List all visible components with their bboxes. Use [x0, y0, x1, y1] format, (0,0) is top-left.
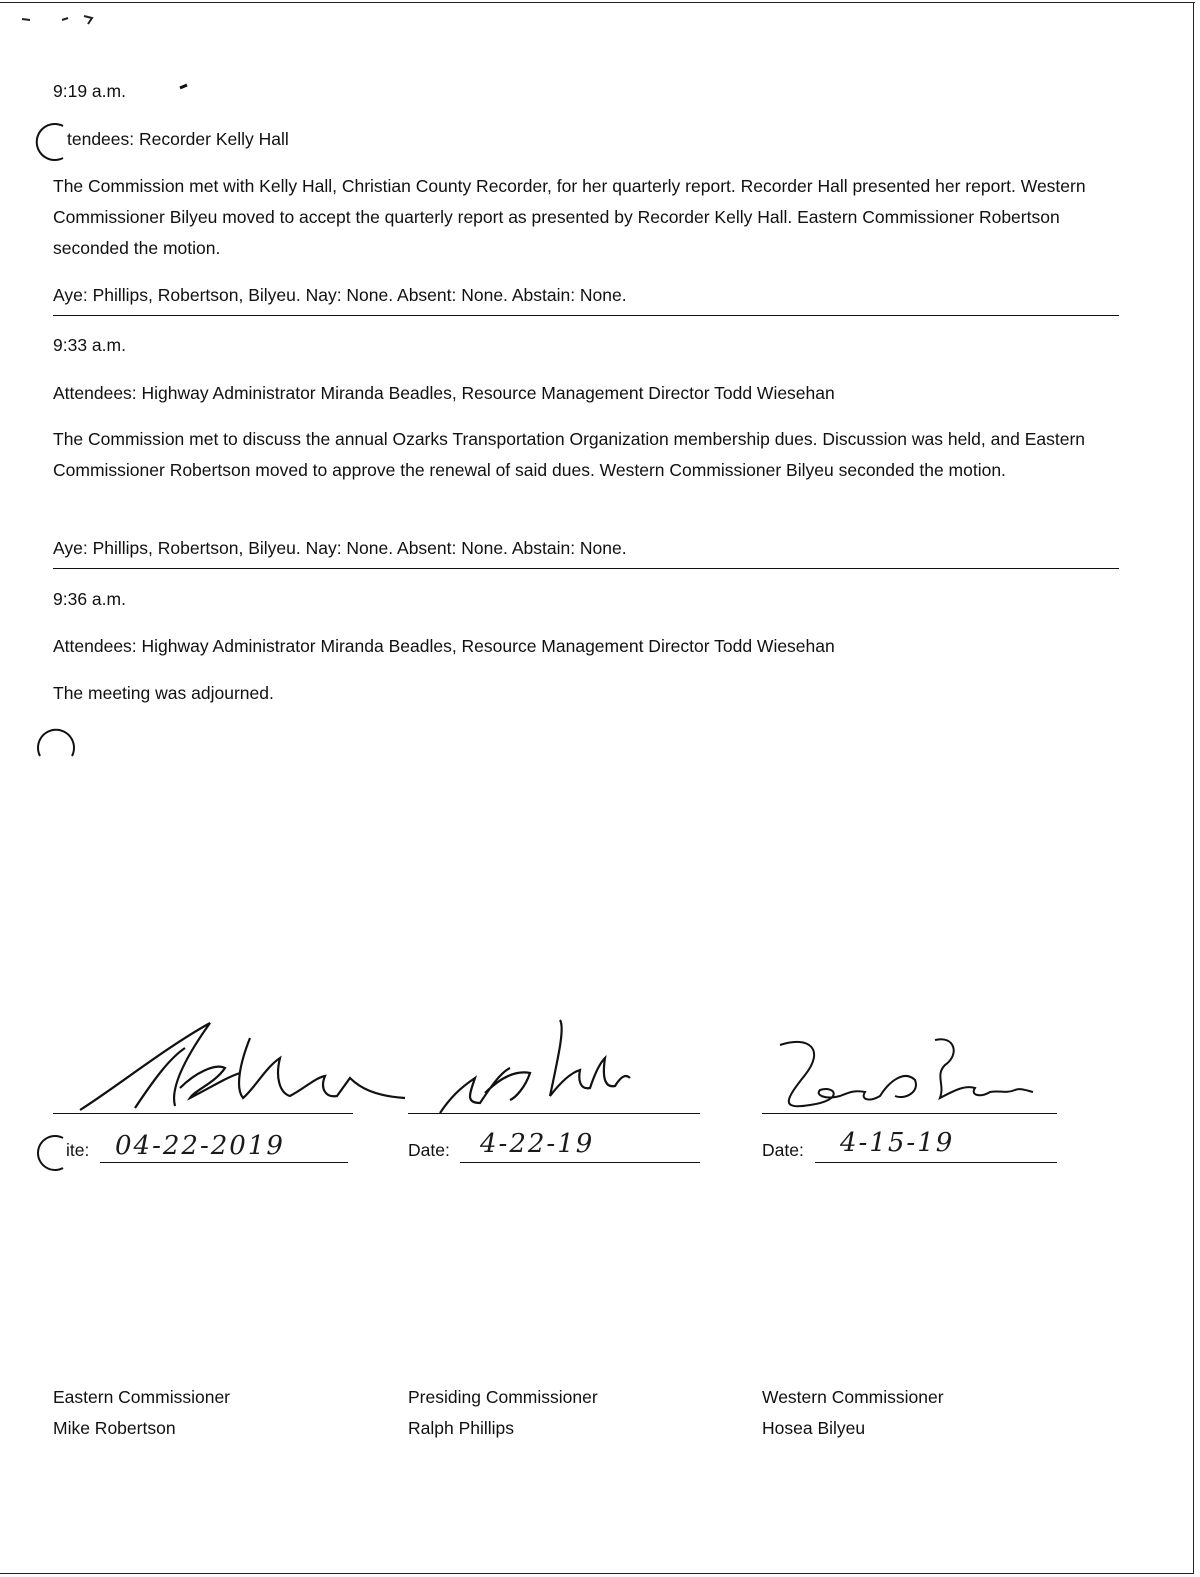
date-label: Date: [408, 1140, 450, 1160]
scan-artifact-marks [20, 10, 110, 30]
page-border-top [0, 2, 1195, 3]
handwritten-date: 04-22-2019 [115, 1131, 285, 1161]
date-line [100, 1162, 348, 1163]
date-label: Date: [762, 1140, 804, 1160]
section-divider [53, 568, 1119, 569]
date-line [815, 1162, 1057, 1163]
date-label: ite: [66, 1140, 90, 1160]
signer-title: Eastern Commissioner [53, 1387, 230, 1407]
entry-3-attendees: Attendees: Highway Administrator Miranda Beadles, Resource Management Director Todd Wiesehan [53, 636, 835, 656]
entry-1-time: 9:19 a.m. [53, 81, 126, 101]
entry-3-closing: The meeting was adjourned. [53, 683, 274, 703]
entry-1-vote: Aye: Phillips, Robertson, Bilyeu. Nay: None. Absent: None. Abstain: None. [53, 285, 627, 305]
signer-title: Presiding Commissioner [408, 1387, 598, 1407]
signer-title: Western Commissioner [762, 1387, 944, 1407]
signer-name: Mike Robertson [53, 1418, 176, 1438]
entry-2-body: The Commission met to discuss the annual Ozarks Transportation Organization membership dues. Discussion was held, and Eastern Commissioner Robertson moved to approve the renewal of said dues. Western Commissioner Bilyeu seconded the motion. [53, 429, 1086, 480]
punch-hole-mark [34, 724, 78, 766]
signature-bilyeu [765, 1030, 1045, 1120]
entry-2-vote: Aye: Phillips, Robertson, Bilyeu. Nay: None. Absent: None. Abstain: None. [53, 538, 627, 558]
signature-phillips [430, 1018, 640, 1118]
entry-2-attendees: Attendees: Highway Administrator Miranda Beadles, Resource Management Director Todd Wiesehan [53, 383, 835, 403]
date-line [460, 1162, 700, 1163]
page-border-right [1193, 2, 1194, 1574]
section-divider [53, 315, 1119, 316]
handwritten-date: 4-22-19 [480, 1129, 595, 1159]
signature-line [53, 1113, 353, 1114]
signer-name: Hosea Bilyeu [762, 1418, 866, 1438]
signature-line [762, 1113, 1057, 1114]
signature-line [408, 1113, 700, 1114]
entry-3-time: 9:36 a.m. [53, 589, 126, 609]
entry-2-time: 9:33 a.m. [53, 335, 126, 355]
entry-1-attendees: tendees: Recorder Kelly Hall [67, 129, 289, 149]
signature-robertson [75, 1018, 415, 1118]
entry-1-body: The Commission met with Kelly Hall, Christian County Recorder, for her quarterly report. Recorder Hall presented her report. Western Commissioner Bilyeu moved to accept the quarterly report as presented by Recorder Kelly Hall. Eastern Commissioner Robertson seconded the motion. [53, 176, 1086, 258]
signer-name: Ralph Phillips [408, 1418, 515, 1438]
handwritten-date: 4-15-19 [840, 1128, 955, 1158]
page-border-bottom [0, 1573, 1194, 1574]
scan-speck [178, 82, 190, 92]
